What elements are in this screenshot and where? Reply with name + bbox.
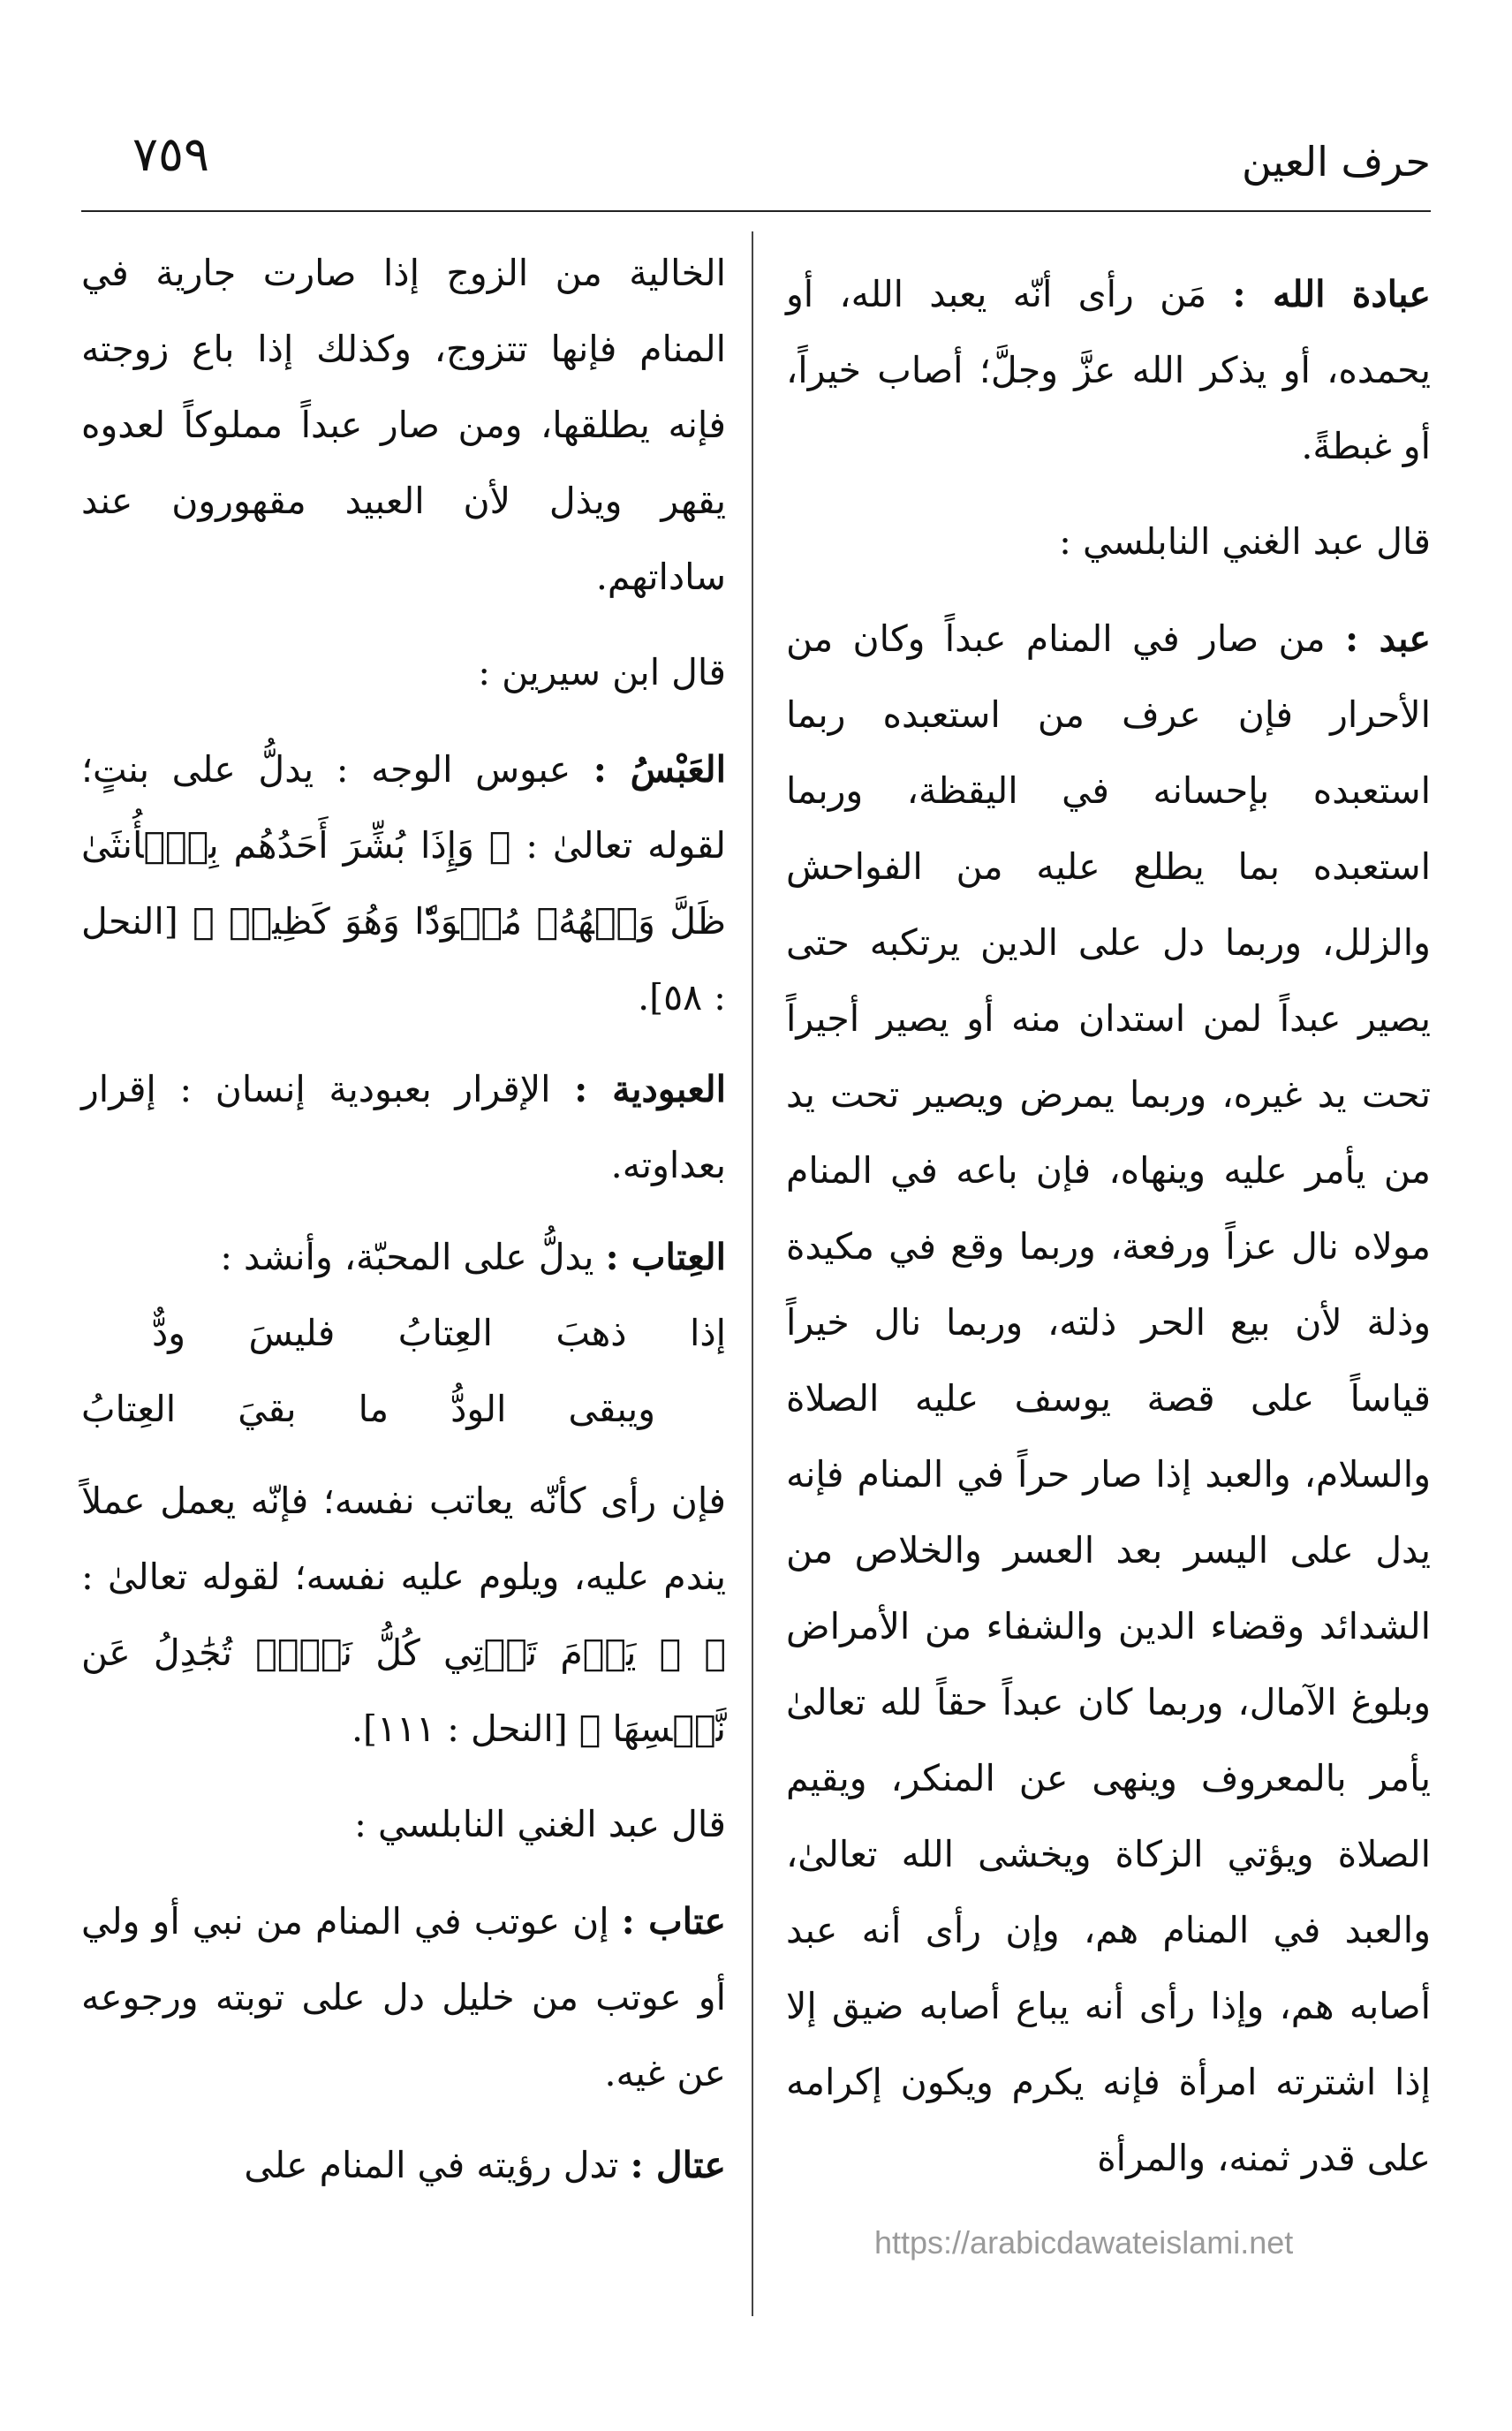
watermark-url: https://arabicdawateislami.net xyxy=(874,2224,1294,2261)
entry-text: فإن رأى كأنّه يعاتب نفسه؛ فإنّه يعمل عملاً يندم عليه، ويلوم عليه نفسه؛ لقوله تعالىٰ : xyxy=(81,1480,726,1598)
left-column xyxy=(81,235,726,2219)
entry-term: العِتاب : xyxy=(605,1236,726,1278)
section-heading: قال عبد الغني النابلسي : xyxy=(1059,520,1431,563)
entry-continuation: الخالية من الزوج إذا صارت جارية في المنام فإنها تتزوج، وكذلك إذا باع زوجته فإنه يطلقها، ومن صار عبداً مملوكاً لعدوه يقهر ويذل لأن العبيد مقهورون عند ساداتهم. xyxy=(81,252,726,598)
entry-text: إن عوتب في المنام من نبي أو ولي أو عوتب من خليل دل على توبته ورجوعه عن غيه. xyxy=(81,1900,726,2094)
running-header-title: حرف العين xyxy=(1241,138,1431,186)
entry-text: الإقرار بعبودية إنسان : إقرار بعداوته. xyxy=(81,1068,726,1186)
entry-term: عتال : xyxy=(630,2144,726,2186)
entry-text: عبوس الوجه : يدلُّ على بنتٍ؛ لقوله تعالىٰ : xyxy=(81,748,726,867)
entry-text: مَن رأى أنّه يعبد الله، أو يحمده، أو يذكر الله عزَّ وجلَّ؛ أصاب خيراً، أو غبطةً. xyxy=(786,273,1431,467)
quran-verse: ﴿ وَإِذَا بُشِّرَ أَحَدُهُم بِٱلۡأُنثَىٰ ظَلَّ وَجۡهُهُۥ مُسۡوَدّٗا وَهُوَ كَظِيمٞ ﴾ xyxy=(81,824,726,943)
verse-reference: [النحل : ١١١]. xyxy=(351,1708,579,1750)
entry-term: العَبْسُ : xyxy=(593,748,726,791)
quran-verse: ﴿ ۞ يَوۡمَ تَأۡتِي كُلُّ نَفۡسٖ تُجَٰدِلُ عَن نَّفۡسِهَا ﴾ xyxy=(81,1632,726,1750)
section-heading: قال ابن سيرين : xyxy=(478,651,726,693)
entry-itab-self xyxy=(81,1463,726,1767)
entry-text: من صار في المنام عبداً وكان من الأحرار فإن عرف من استعبده ربما استعبده بإحسانه في اليقظة، وربما استعبده بما يطلع عليه من الفواحش والزلل، وربما دل على الدين يرتكبه حتى يصير عبداً لمن استدان منه أو يصير أجيراً تحت يد غيره، وربما يمرض ويصير تحت يد من يأمر عليه وينهاه، فإن باعه في المنام مولاه نال عزاً ورفعة، وربما وقع في مكيدة وذلة لأن بيع الحر ذلته، وربما نال خيراً قياساً على قصة يوسف عليه الصلاة والسلام، والعبد إذا صار حراً في المنام فإنه يدل على اليسر بعد العسر والخلاص من الشدائد وقضاء الدين والشفاء من الأمراض وبلوغ الآمال، وربما كان عبداً حقاً لله تعالىٰ يأمر بالمعروف وينهى عن المنكر، ويقيم الصلاة ويؤتي الزكاة ويخشى الله تعالىٰ، والعبد في المنام هم، وإن رأى أنه عبد أصابه هم، وإذا رأى أنه يباع أصابه ضيق إلا إذا اشترته امرأة فإنه يكرم ويكون إكرامه على قدر ثمنه، والمرأة xyxy=(786,617,1431,2179)
entry-ubudiyya xyxy=(81,1051,726,1203)
entry-term: عبادة الله : xyxy=(1232,273,1431,315)
poem-line-1: إذا ذهبَ العِتابُ فليسَ ودٌّ xyxy=(152,1312,726,1354)
entry-abs xyxy=(81,731,726,1035)
entry-itab-nabulsi xyxy=(81,1883,726,2111)
entry-term: عتاب : xyxy=(621,1900,726,1943)
entry-text: تدل رؤيته في المنام على xyxy=(244,2144,631,2186)
entry-ibadat-allah xyxy=(786,256,1431,484)
entry-text: يدلُّ على المحبّة، وأنشد : xyxy=(220,1236,606,1278)
page-number: ٧٥٩ xyxy=(132,126,210,182)
column-divider xyxy=(752,231,753,2316)
right-column xyxy=(786,256,1431,2212)
poem-line-2: ويبقى الودُّ ما بقيَ العِتابُ xyxy=(81,1388,655,1430)
entry-attal xyxy=(81,2127,726,2203)
entry-term: العبودية : xyxy=(574,1068,726,1110)
verse-reference: [النحل : ٥٨]. xyxy=(81,900,726,1019)
entry-term: عبد : xyxy=(1344,617,1431,660)
entry-itab xyxy=(81,1219,726,1295)
section-heading: قال عبد الغني النابلسي : xyxy=(354,1803,726,1845)
entry-abd xyxy=(786,601,1431,2196)
header-rule xyxy=(81,210,1431,212)
